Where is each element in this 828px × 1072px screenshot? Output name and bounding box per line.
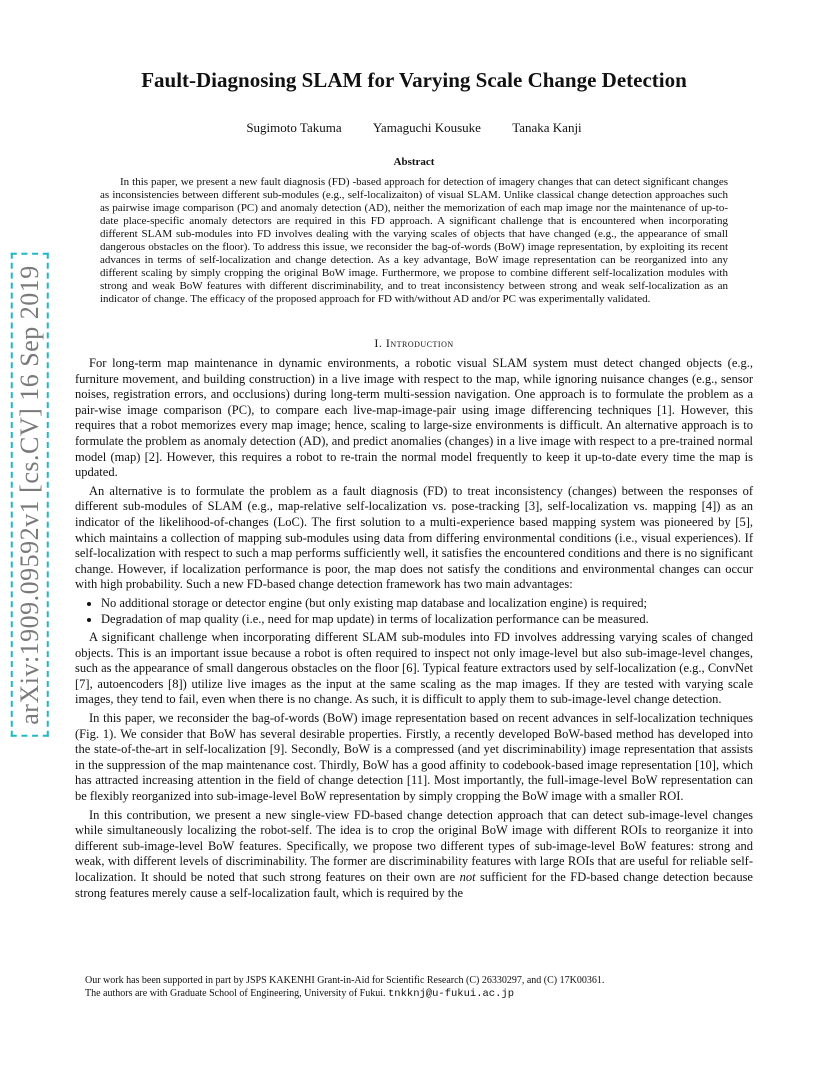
emphasis-text: not	[459, 870, 476, 884]
section-heading	[75, 336, 753, 351]
body-text	[75, 356, 753, 904]
arxiv-identifier-stamp	[10, 265, 50, 725]
paragraph	[75, 808, 753, 902]
paragraph-text: In this contribution, we present a new single-view FD-based change detection approach that can detect sub-image-level changes while simultaneously localizing the robot-self. The idea is to crop the original BoW image with different ROIs to reorganize it into different sub-image-level BoW features. Specifically, we propose two different types of sub-image-level BoW features: strong and weak, with different levels of discriminability. The former are discriminability features with large ROIs that are useful for reliable self-localization. It should be noted that such strong features on their own are	[75, 807, 753, 884]
footnote-funding: Our work has been supported in part by JSPS KAKENHI Grant-in-Aid for Scientific Research (C) 26330297, and (C) 17K00361.	[85, 975, 605, 986]
abstract-heading: Abstract	[393, 156, 435, 168]
paragraph-text: sufficient for the FD-based change detection because strong features merely cause a self-localization fault, which is required by the	[75, 870, 753, 900]
paragraph: A significant challenge when incorporating different SLAM sub-modules into FD involves addressing varying scales of changed objects. This is an important issue because a robot is often required to inspect not only image-level but also sub-image-level changes, such as the appearance of small dangerous obstacles on the floor [6]. Typical feature extractors used by self-localization (e.g., ConvNet [7], autoencoders [8]) utilize live images as the input at the same scaling as the map images. If they are tested with varying scale images, they tend to fail, even when there is no change. As such, it is difficult to apply them to sub-image-level change detection.	[75, 630, 753, 707]
author-name: Tanaka Kanji	[512, 120, 582, 135]
email-link[interactable]: tnkknj@u-fukui.ac.jp	[387, 988, 515, 1000]
advantages-list	[75, 596, 753, 627]
paragraph: An alternative is to formulate the problem as a fault diagnosis (FD) to treat inconsistency (changes) between the responses of different sub-modules of SLAM (e.g., map-relative self-localization vs. pose-tracking [3], self-localization vs. mapping [4]) as an indicator of the likelihood-of-changes (LoC). The first solution to a multi-experience based mapping system was pioneered by [5], which maintains a collection of mapping sub-modules using data from differing environmental conditions (i.e., visual experiences). If self-localization with respect to such a map performs sufficiently well, it satisfies the encountered conditions and there is no significant change. However, if localization performance is poor, the map does not satisfy the conditions and environmental changes can occur with high probability. Such a new FD-based change detection framework has two main advantages:	[75, 483, 753, 592]
footnote-affiliation	[75, 987, 753, 1001]
author-name: Sugimoto Takuma	[246, 120, 342, 135]
author-list	[75, 120, 753, 136]
abstract-text: In this paper, we present a new fault diagnosis (FD) -based approach for detection of imagery changes that can detect significant changes as inconsistencies between different sub-modules (e.g., self-localizaiton) of visual SLAM. Unlike classical change detection approaches such as pairwise image comparison (PC) and anomaly detection (AD), neither the memorization of each map image nor the maintenance of up-to-date place-specific anomaly detectors are required in this FD approach. A significant challenge that is encountered when incorporating different SLAM sub-modules into FD involves dealing with the varying scales of objects that have changed (e.g., the appearance of small dangerous obstacles on the floor). To address this issue, we reconsider the bag-of-words (BoW) image representation, by exploiting its recent advances in terms of self-localization and change detection. As a key advantage, BoW image representation can be reorganized into any different scaling by simply cropping the original BoW image. Furthermore, we propose to combine different self-localization modules with strong and weak BoW features with different discriminability, and to treat inconsistency between strong and weak self-localization as an indicator of change. The efficacy of the proposed approach for FD with/without AD and/or PC was experimentally validated.	[100, 176, 728, 305]
paragraph: In this paper, we reconsider the bag-of-words (BoW) image representation based on recent advances in self-localization techniques (Fig. 1). We consider that BoW has several desirable properties. Firstly, a recently developed BoW-based method has developed into the state-of-the-art in self-localization [9]. Secondly, BoW is a compressed (and yet discriminability) image representation that assists in the suppression of the map maintenance cost. Thirdly, BoW has a good affinity to codebook-based image representation [10], which has attracted increasing attention in the field of change detection [11]. Most importantly, the full-image-level BoW representation can be flexibly reorganized into sub-image-level BoW representation by simply cropping the BoW image with a smaller ROI.	[75, 711, 753, 804]
section-title: Introduction	[385, 336, 454, 350]
section-number: I.	[374, 336, 383, 350]
list-item: • Degradation of map quality (i.e., need for map update) in terms of localization performance can be measured.	[101, 612, 753, 628]
arxiv-identifier-text[interactable]: arXiv:1909.09592v1 [cs.CV] 16 Sep 2019	[11, 253, 49, 737]
paragraph: For long-term map maintenance in dynamic environments, a robotic visual SLAM system must detect changed objects (e.g., furniture movement, and building construction) in a live image with respect to the map, while ignoring nuisance changes (e.g., sensor noises, registration errors, and occlusions) during long-term multi-session navigation. One approach is to formulate the problem as a pair-wise image comparison (PC), to compare each live-map-image-pair using image differencing techniques [1]. However, this requires that a robot memorizes every map image; hence, scaling to large-size environments is difficult. An alternative approach is to formulate the problem as anomaly detection (AD), and predict anomalies (changes) in a live image with respect to a pre-trained normal model (map) [2]. However, this requires a robot to re-train the normal model frequently to keep it up-to-date every time the map is updated.	[75, 356, 753, 480]
author-name: Yamaguchi Kousuke	[372, 120, 481, 135]
footnotes	[75, 974, 753, 1001]
list-item: • No additional storage or detector engine (but only existing map database and localization engine) is required;	[101, 596, 753, 612]
paper-title: Fault-Diagnosing SLAM for Varying Scale Change Detection	[141, 68, 687, 92]
affiliation-text: The authors are with Graduate School of Engineering, University of Fukui.	[85, 988, 388, 999]
